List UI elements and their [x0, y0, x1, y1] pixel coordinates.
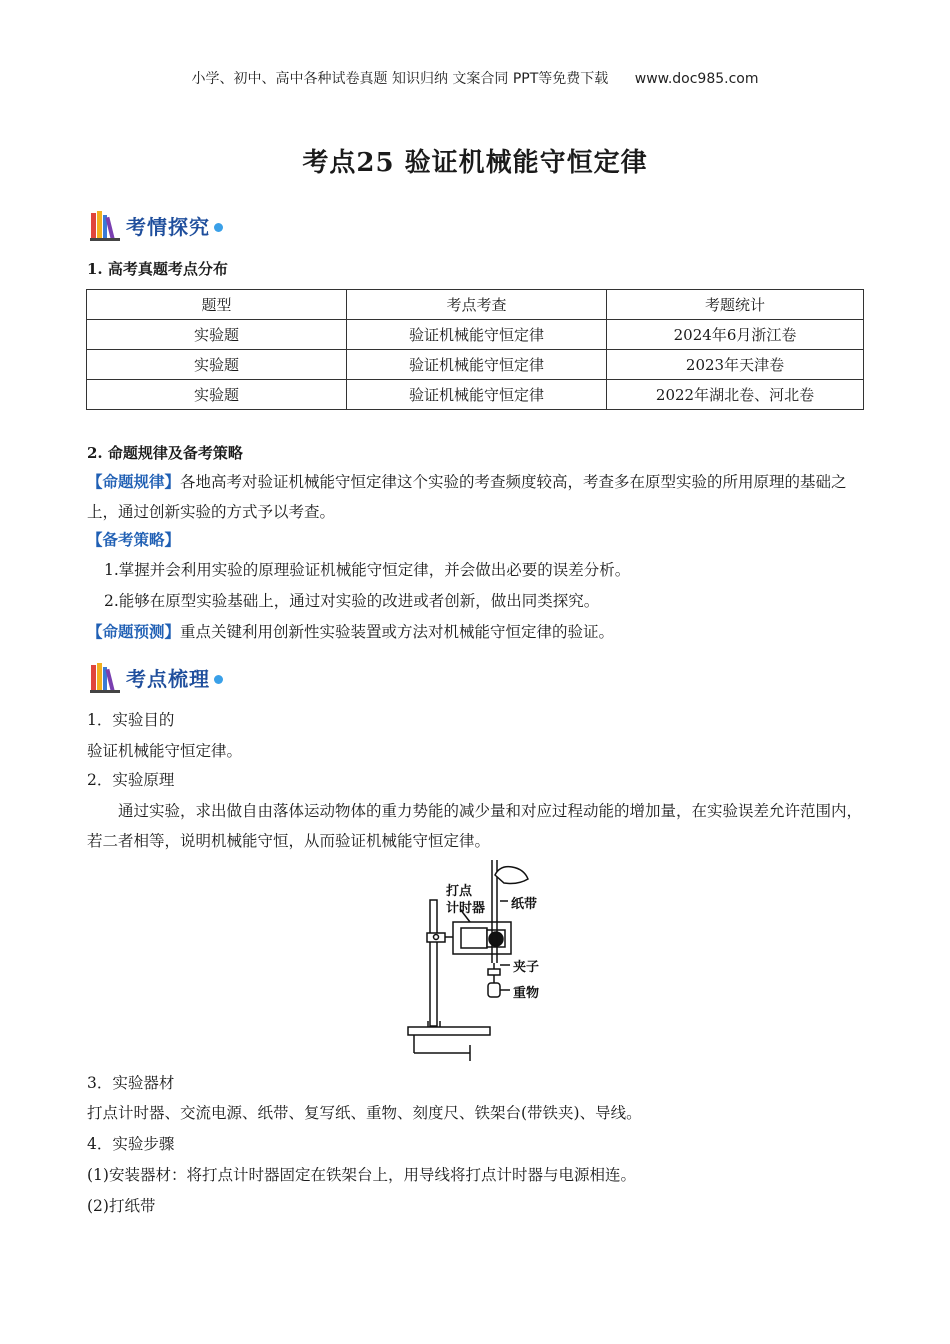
table-cell: 验证机械能守恒定律 [347, 380, 607, 410]
banner-exam-analysis-text: 考情探究 [126, 214, 210, 239]
section1-heading: 1. 高考真题考点分布 [87, 260, 228, 278]
header-site-link[interactable]: www.doc985.com [634, 71, 759, 87]
figure-label-weight: 重物 [513, 986, 540, 1001]
step-2: (2)打纸带 [87, 1197, 156, 1215]
rule-text: 各地高考对验证机械能守恒定律这个实验的考查频度较高，考查多在原型实验的所用原理的基础之上，通过创新实验的方式予以考查。 [87, 473, 847, 521]
equipment-title: 3．实验器材 [87, 1074, 175, 1092]
strategy-item: 2.能够在原型实验基础上，通过对实验的改进或者创新，做出同类探究。 [104, 592, 600, 610]
table-header: 考点考查 [347, 290, 607, 320]
banner-knowledge-review [90, 659, 223, 695]
table-row [87, 320, 864, 350]
rule-tag: 【命题规律】 [87, 472, 181, 491]
page-title: 考点25 验证机械能守恒定律 [302, 148, 648, 178]
exam-distribution-table [86, 289, 864, 410]
page-header [0, 68, 950, 88]
strategy-tag-line [87, 525, 865, 555]
banner-knowledge-review-text: 考点梳理 [126, 666, 210, 691]
table-cell: 2023年天津卷 [607, 350, 864, 380]
strategy-tag: 【备考策略】 [87, 530, 181, 549]
step-1: (1)安装器材：将打点计时器固定在铁架台上，用导线将打点计时器与电源相连。 [87, 1166, 636, 1184]
table-cell: 实验题 [87, 350, 347, 380]
table-cell: 实验题 [87, 320, 347, 350]
table-row [87, 350, 864, 380]
equipment-text: 打点计时器、交流电源、纸带、复写纸、重物、刻度尺、铁架台(带铁夹)、导线。 [87, 1104, 642, 1122]
figure-label-timer: 打点 [446, 884, 473, 899]
table-cell: 验证机械能守恒定律 [347, 350, 607, 380]
table-row [87, 380, 864, 410]
table-cell: 实验题 [87, 380, 347, 410]
table-header: 题型 [87, 290, 347, 320]
steps-title: 4．实验步骤 [87, 1135, 175, 1153]
figure-label-tape: 纸带 [511, 897, 538, 912]
principle-title: 2．实验原理 [87, 771, 175, 789]
books-icon [90, 661, 122, 693]
principle-text: 通过实验，求出做自由落体运动物体的重力势能的减少量和对应过程动能的增加量，在实验误差允许范围内，若二者相等，说明机械能守恒，从而验证机械能守恒定律。 [87, 802, 863, 850]
table-cell: 2022年湖北卷、河北卷 [607, 380, 864, 410]
forecast-paragraph [87, 617, 865, 647]
banner-dot-icon [214, 675, 223, 684]
rule-paragraph [87, 467, 865, 527]
table-header: 考题统计 [607, 290, 864, 320]
forecast-text: 重点关键利用创新性实验装置或方法对机械能守恒定律的验证。 [180, 623, 615, 641]
purpose-title: 1．实验目的 [87, 711, 175, 729]
figure-label-timer: 计时器 [446, 901, 486, 916]
banner-dot-icon [214, 223, 223, 232]
purpose-text: 验证机械能守恒定律。 [87, 742, 243, 760]
table-cell: 2024年6月浙江卷 [607, 320, 864, 350]
banner-exam-analysis [90, 207, 223, 243]
strategy-item: 1.掌握并会利用实验的原理验证机械能守恒定律，并会做出必要的误差分析。 [104, 561, 631, 579]
table-cell: 验证机械能守恒定律 [347, 320, 607, 350]
figure-label-clip: 夹子 [513, 960, 540, 975]
forecast-tag: 【命题预测】 [87, 622, 181, 641]
table-header-row [87, 290, 864, 320]
header-text: 小学、初中、高中各种试卷真题 知识归纳 文案合同 PPT等免费下载 [191, 71, 609, 87]
apparatus-figure [400, 855, 560, 1065]
section2-heading: 2. 命题规律及备考策略 [87, 444, 243, 462]
books-icon [90, 209, 122, 241]
